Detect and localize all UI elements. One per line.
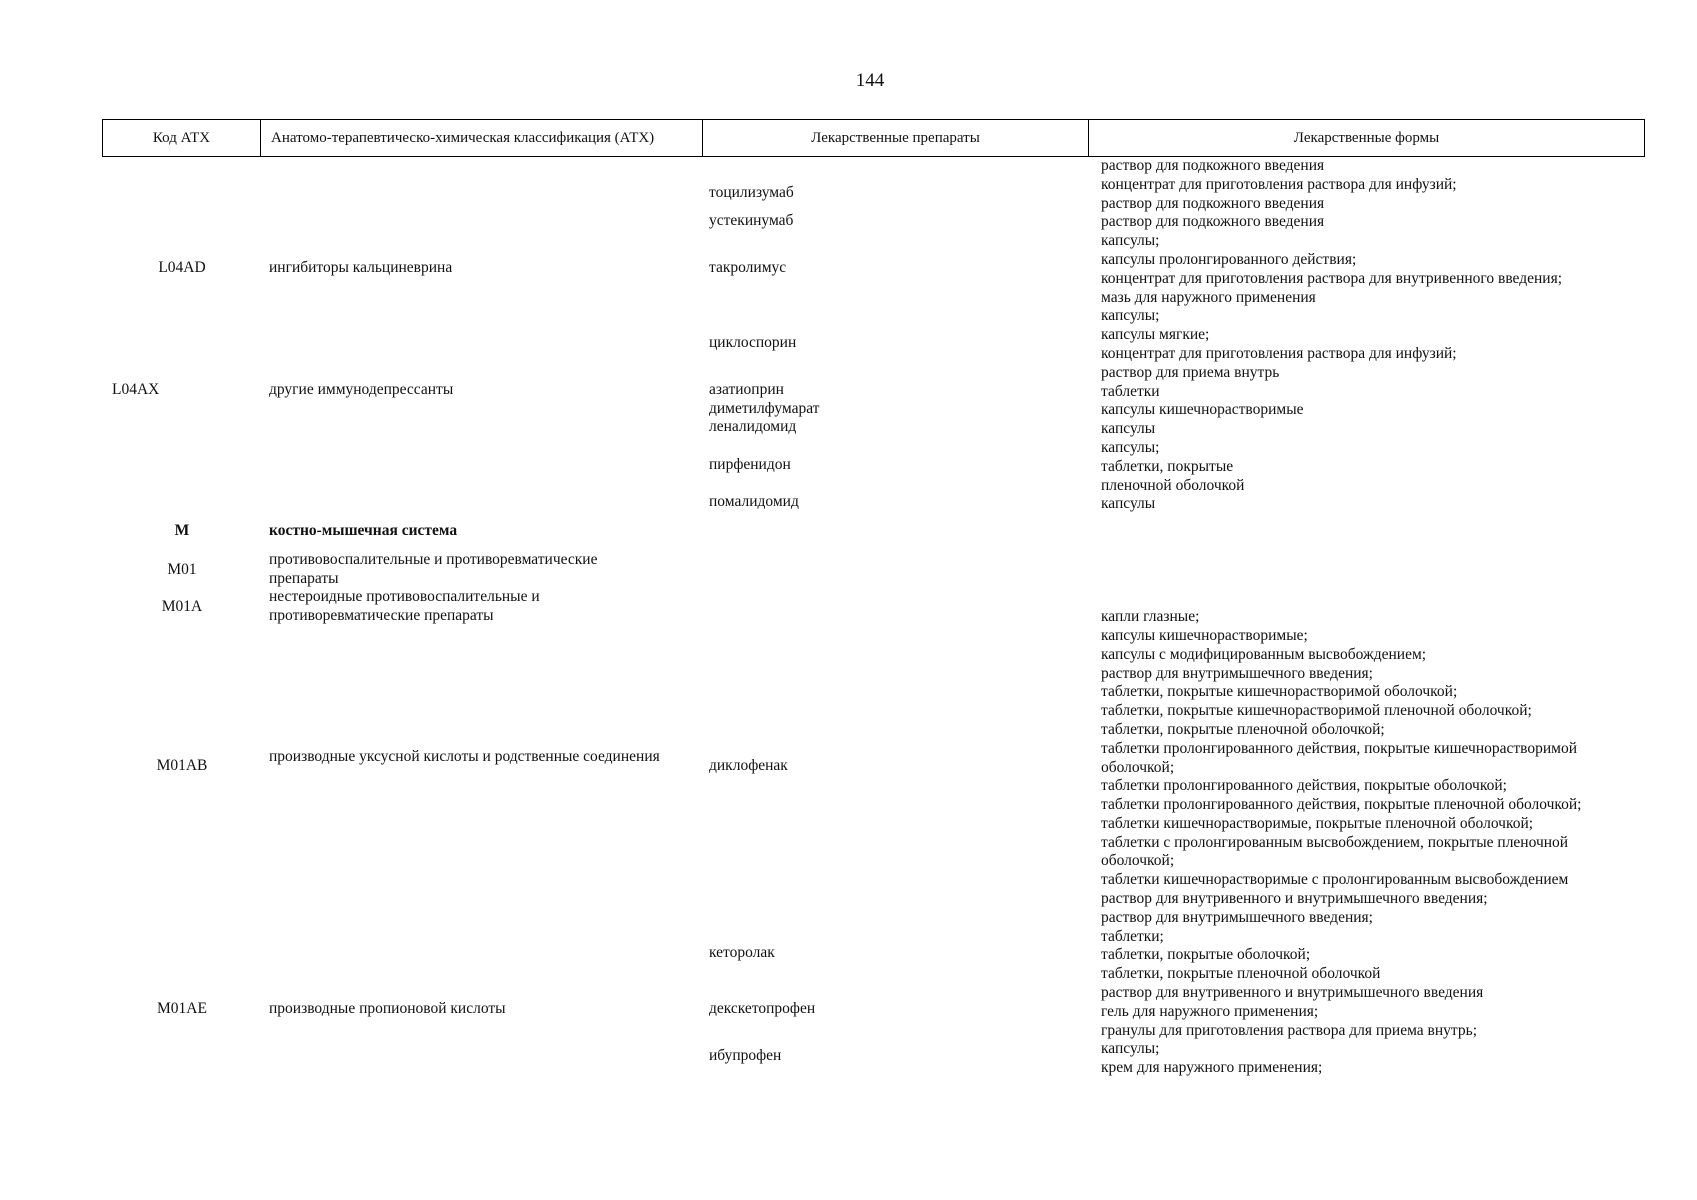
classification-m: костно-мышечная система [269,522,458,539]
form-line: крем для наружного применения; [1101,1059,1323,1077]
form-line: таблетки, покрытые [1101,457,1234,475]
form-line: концентрат для приготовления раствора для инфузий; [1101,344,1457,362]
form-line: капсулы кишечнорастворимые; [1101,626,1308,644]
form-line: капли глазные; [1101,608,1200,626]
form-line: капсулы мягкие; [1101,326,1210,344]
classification-m01ae: производные пропионовой кислоты [269,1000,506,1017]
drug-ibuprofen: ибупрофен [709,1047,782,1064]
form-line: раствор для внутримышечного введения; [1101,908,1373,926]
form-line: раствор для подкожного введения [1101,194,1325,212]
form-line: таблетки [1101,382,1160,400]
form-line: таблетки, покрытые оболочкой; [1101,946,1311,964]
drug-tacrolimus: такролимус [709,259,787,276]
atc-code-m: M [174,522,190,539]
form-line: гель для наружного применения; [1101,1002,1319,1020]
form-line: капсулы; [1101,307,1160,325]
form-line: концентрат для приготовления раствора для внутривенного введения; [1101,269,1563,287]
form-line: таблетки; [1101,927,1164,945]
form-line: таблетки пролонгированного действия, покрытые пленочной оболочкой; [1101,796,1582,814]
classification-l04ax: другие иммунодепрессанты [269,381,454,398]
form-line: раствор для внутривенного и внутримышечного введения; [1101,890,1488,908]
form-line: капсулы с модифицированным высвобождением; [1101,645,1427,663]
dosage-forms-column [1101,157,1582,1078]
form-line: мазь для наружного применения [1101,288,1316,306]
form-line: таблетки пролонгированного действия, покрытые оболочкой; [1101,777,1507,795]
form-line: концентрат для приготовления раствора для инфузий; [1101,175,1457,193]
form-line: раствор для внутримышечного введения; [1101,664,1373,682]
form-line: таблетки кишечнорастворимые, покрытые пленочной оболочкой; [1101,814,1534,832]
atc-code-m01: M01 [167,561,197,578]
form-line: гранулы для приготовления раствора для приема внутрь; [1101,1021,1478,1039]
form-line: таблетки с пролонгированным высвобождением, покрытые пленочной [1101,833,1569,851]
drug-dimethylfumarate: диметилфумарат [709,400,820,417]
classification-m01a: нестероидные противовоспалительные и противоревматические препараты [269,588,540,624]
page-number: 144 [855,70,885,91]
form-line: раствор для подкожного введения [1101,213,1325,231]
drug-pirfenidone: пирфенидон [709,456,791,473]
header-dosage-forms: Лекарственные формы [1293,129,1440,146]
drug-pomalidomide: помалидомид [709,493,799,510]
form-line: капсулы; [1101,232,1160,250]
atc-code-m01ae: M01AE [157,1000,207,1017]
form-line: таблетки кишечнорастворимые с пролонгированным высвобождением [1101,871,1569,889]
form-line: капсулы; [1101,1040,1160,1058]
form-line: таблетки, покрытые пленочной оболочкой [1101,965,1381,983]
form-line: раствор для приема внутрь [1101,363,1280,381]
form-line [1101,533,1582,552]
form-line: таблетки пролонгированного действия, покрытые кишечнорастворимой [1101,739,1578,757]
header-atc-code: Код АТХ [103,120,261,156]
form-line: оболочкой; [1101,758,1175,776]
classification-m01: противовоспалительные и противоревматические препараты [269,551,598,587]
drug-ustekinumab: устекинумаб [709,212,794,229]
drug-azathioprine: азатиоприн [709,381,784,398]
form-line [1101,571,1582,590]
drug-ketorolac: кеторолак [709,944,775,961]
form-line: капсулы [1101,495,1156,513]
drug-lenalidomide: леналидомид [709,418,797,435]
form-line: раствор для подкожного введения [1101,157,1325,174]
atc-code-m01ab: M01AB [156,757,208,774]
drug-cyclosporine: циклоспорин [709,334,797,351]
form-line: капсулы кишечнорастворимые [1101,401,1304,419]
classification-l04ad: ингибиторы кальциневрина [269,259,453,276]
drug-tocilizumab: тоцилизумаб [709,184,794,201]
form-line: раствор для внутривенного и внутримышечного введения [1101,984,1484,1002]
atc-code-l04ad: L04AD [158,259,206,276]
form-line [1101,514,1582,533]
header-atc-classification: Анатомо-терапевтическо-химическая классификация (АТХ) [261,120,703,156]
form-line: таблетки, покрытые пленочной оболочкой; [1101,720,1385,738]
atc-code-l04ax: L04AX [112,381,160,398]
form-line: капсулы; [1101,438,1160,456]
header-drugs: Лекарственные препараты [703,120,1089,156]
form-line [1101,552,1582,571]
form-line: капсулы [1101,420,1156,438]
form-line: таблетки, покрытые кишечнорастворимой пленочной оболочкой; [1101,702,1532,720]
form-line: пленочной оболочкой [1101,476,1245,494]
form-line: таблетки, покрытые кишечнорастворимой оболочкой; [1101,683,1458,701]
drug-dexketoprofen: декскетопрофен [709,1000,816,1017]
form-line: капсулы пролонгированного действия; [1101,250,1357,268]
form-line [1101,589,1582,608]
drug-diclofenac: диклофенак [709,757,788,774]
classification-m01ab: производные уксусной кислоты и родственные соединения [269,748,660,765]
table-header [102,119,1645,157]
form-line: оболочкой; [1101,852,1175,870]
atc-code-m01a: M01A [161,598,203,615]
